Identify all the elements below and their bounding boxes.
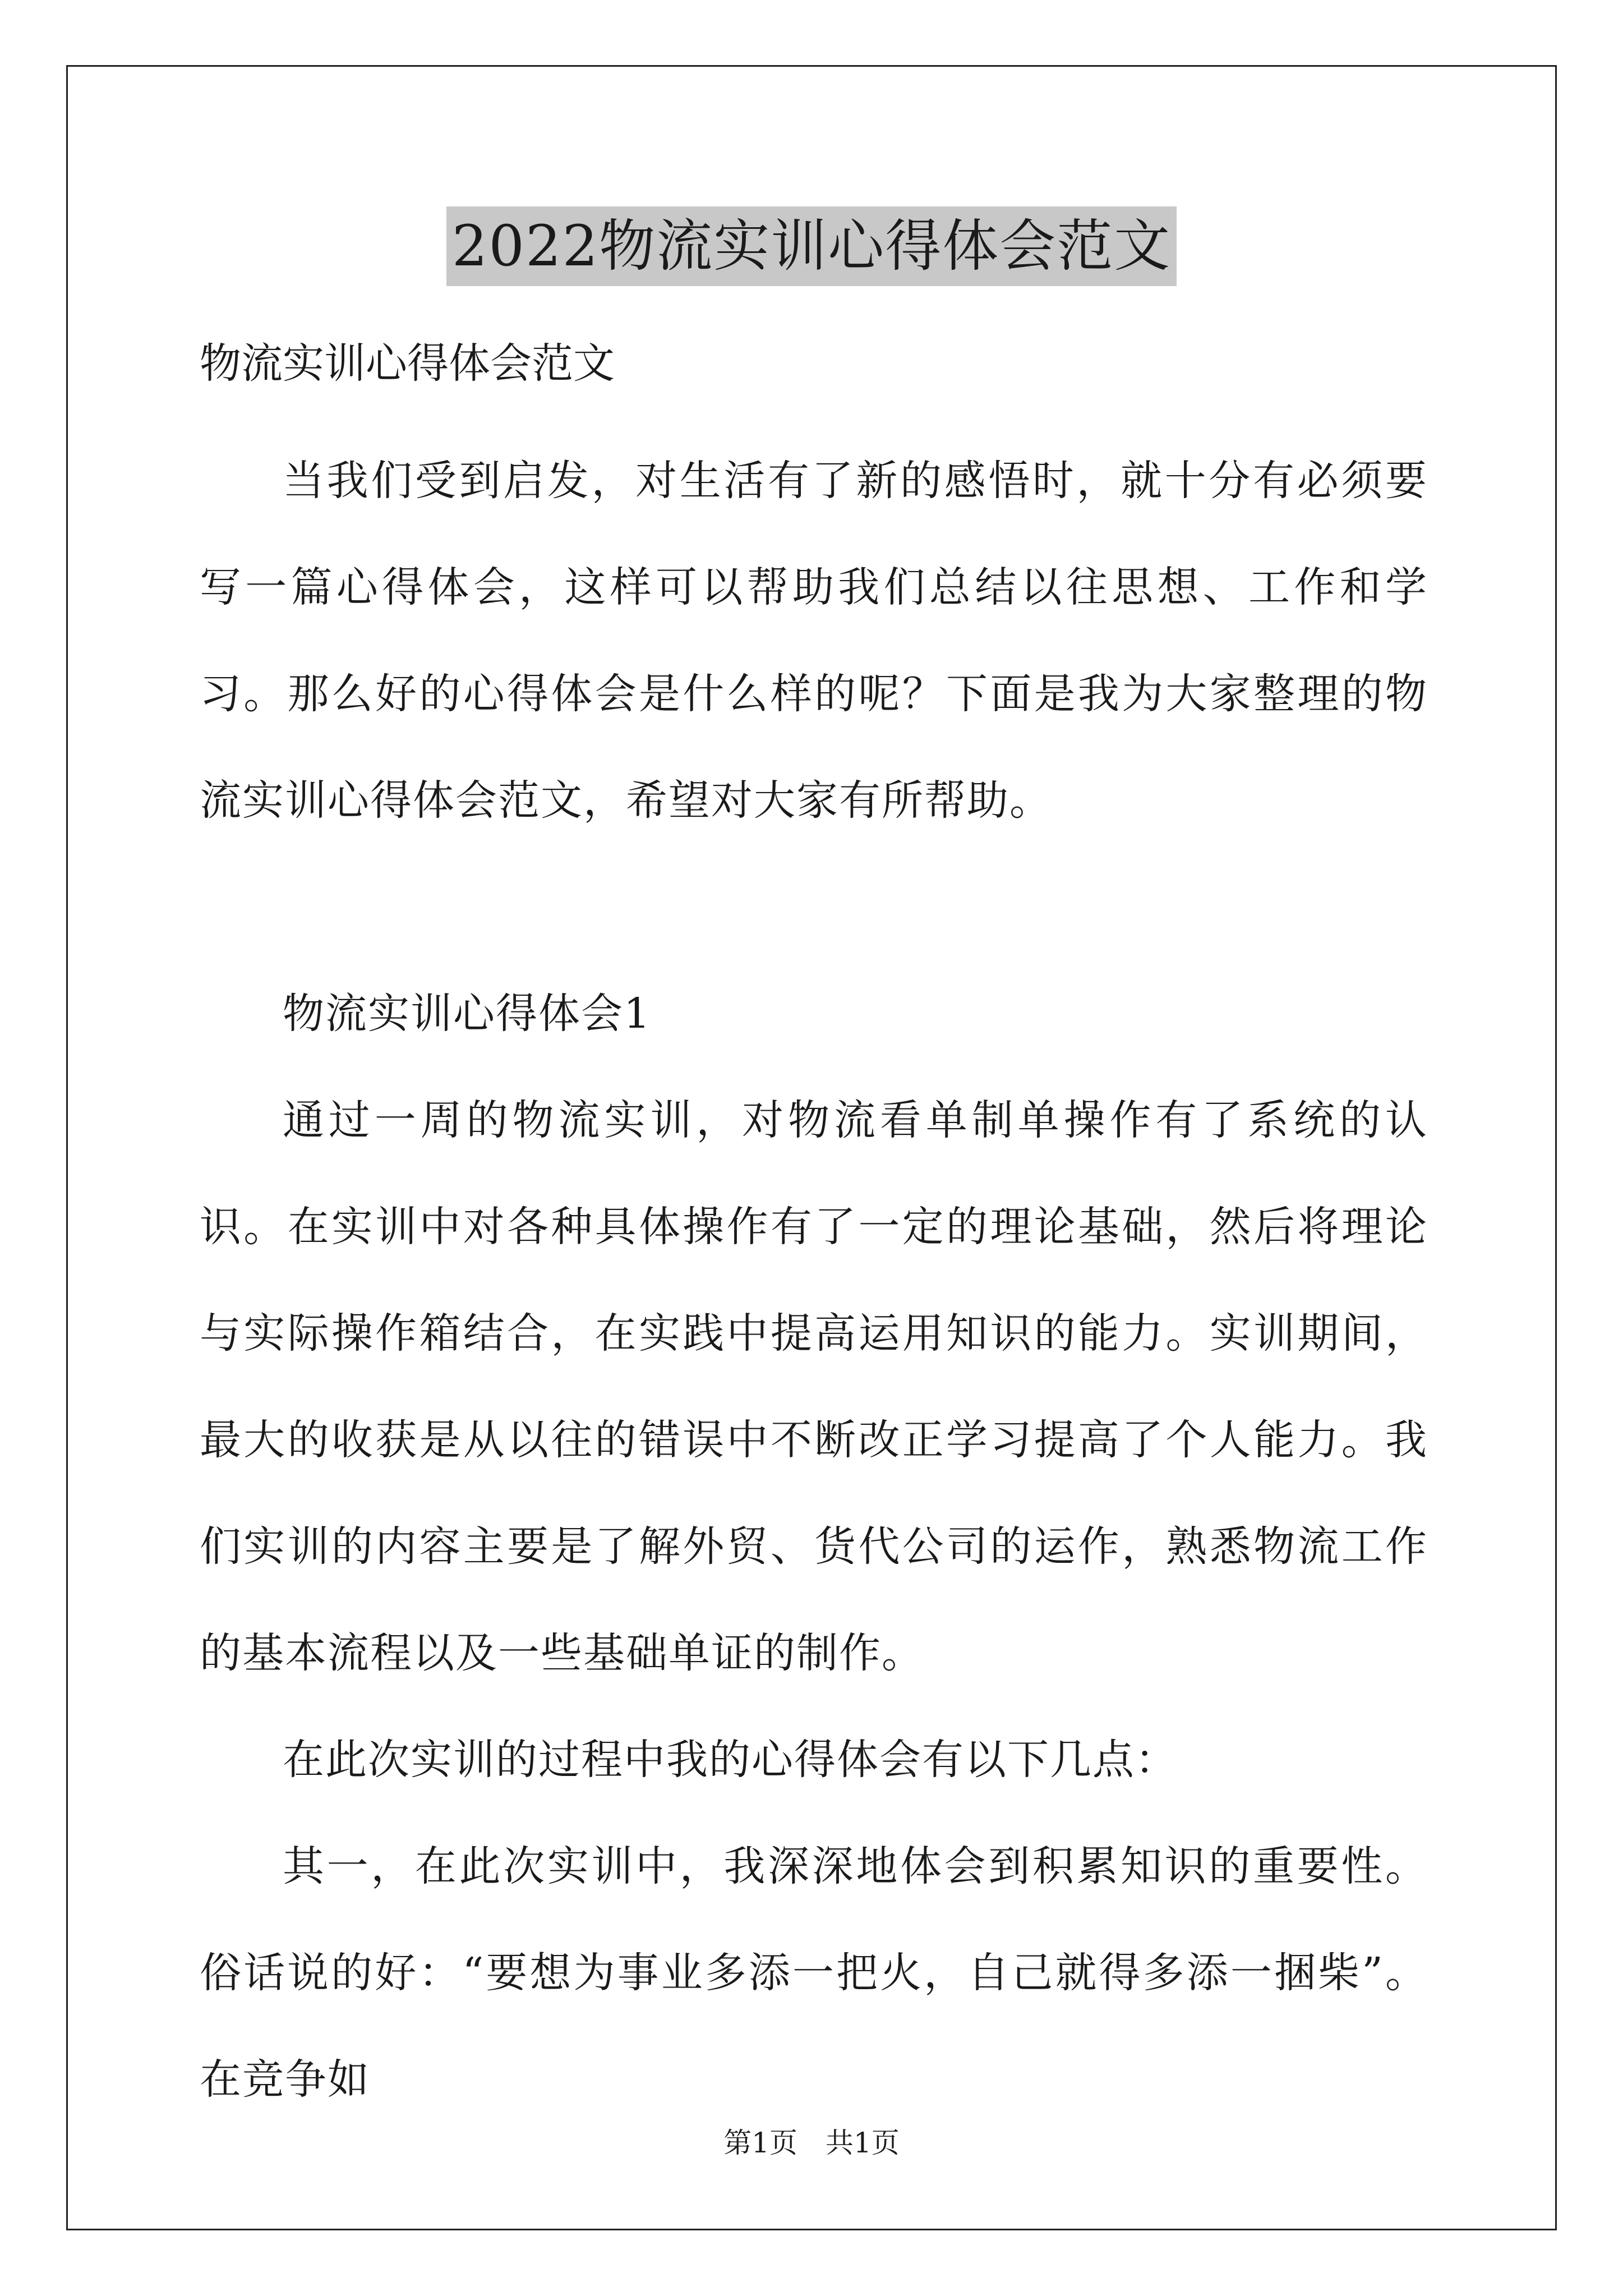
page-footer: 第1页 共1页: [723, 2127, 900, 2159]
intro-paragraph: 当我们受到启发，对生活有了新的感悟时，就十分有必须要写一篇心得体会，这样可以帮助我们总结以往思想、工作和学习。那么好的心得体会是什么样的呢？下面是我为大家整理的物流实训心得体会范文，希望对大家有所帮助。: [200, 457, 1428, 825]
section-paragraph: 在此次实训的过程中我的心得体会有以下几点：: [283, 1736, 1178, 1784]
title-container: [0, 206, 1623, 286]
section-paragraph: 通过一周的物流实训，对物流看单制单操作有了系统的认识。在实训中对各种具体操作有了一定的理论基础，然后将理论与实际操作箱结合，在实践中提高运用知识的能力。实训期间，最大的收获是从以往的错误中不断改正学习提高了个人能力。我们实训的内容主要是了解外贸、货代公司的运作，熟悉物流工作的基本流程以及一些基础单证的制作。: [200, 1096, 1428, 1677]
document-body: [200, 337, 1428, 2133]
document-title: 2022物流实训心得体会范文: [446, 206, 1177, 286]
section-paragraph: 其一，在此次实训中，我深深地体会到积累知识的重要性。俗话说的好：“要想为事业多添一把火，自己就得多添一捆柴”。在竞争如: [200, 1842, 1428, 2104]
document-subtitle: 物流实训心得体会范文: [200, 339, 615, 388]
section-heading: 物流实训心得体会1: [283, 990, 652, 1038]
